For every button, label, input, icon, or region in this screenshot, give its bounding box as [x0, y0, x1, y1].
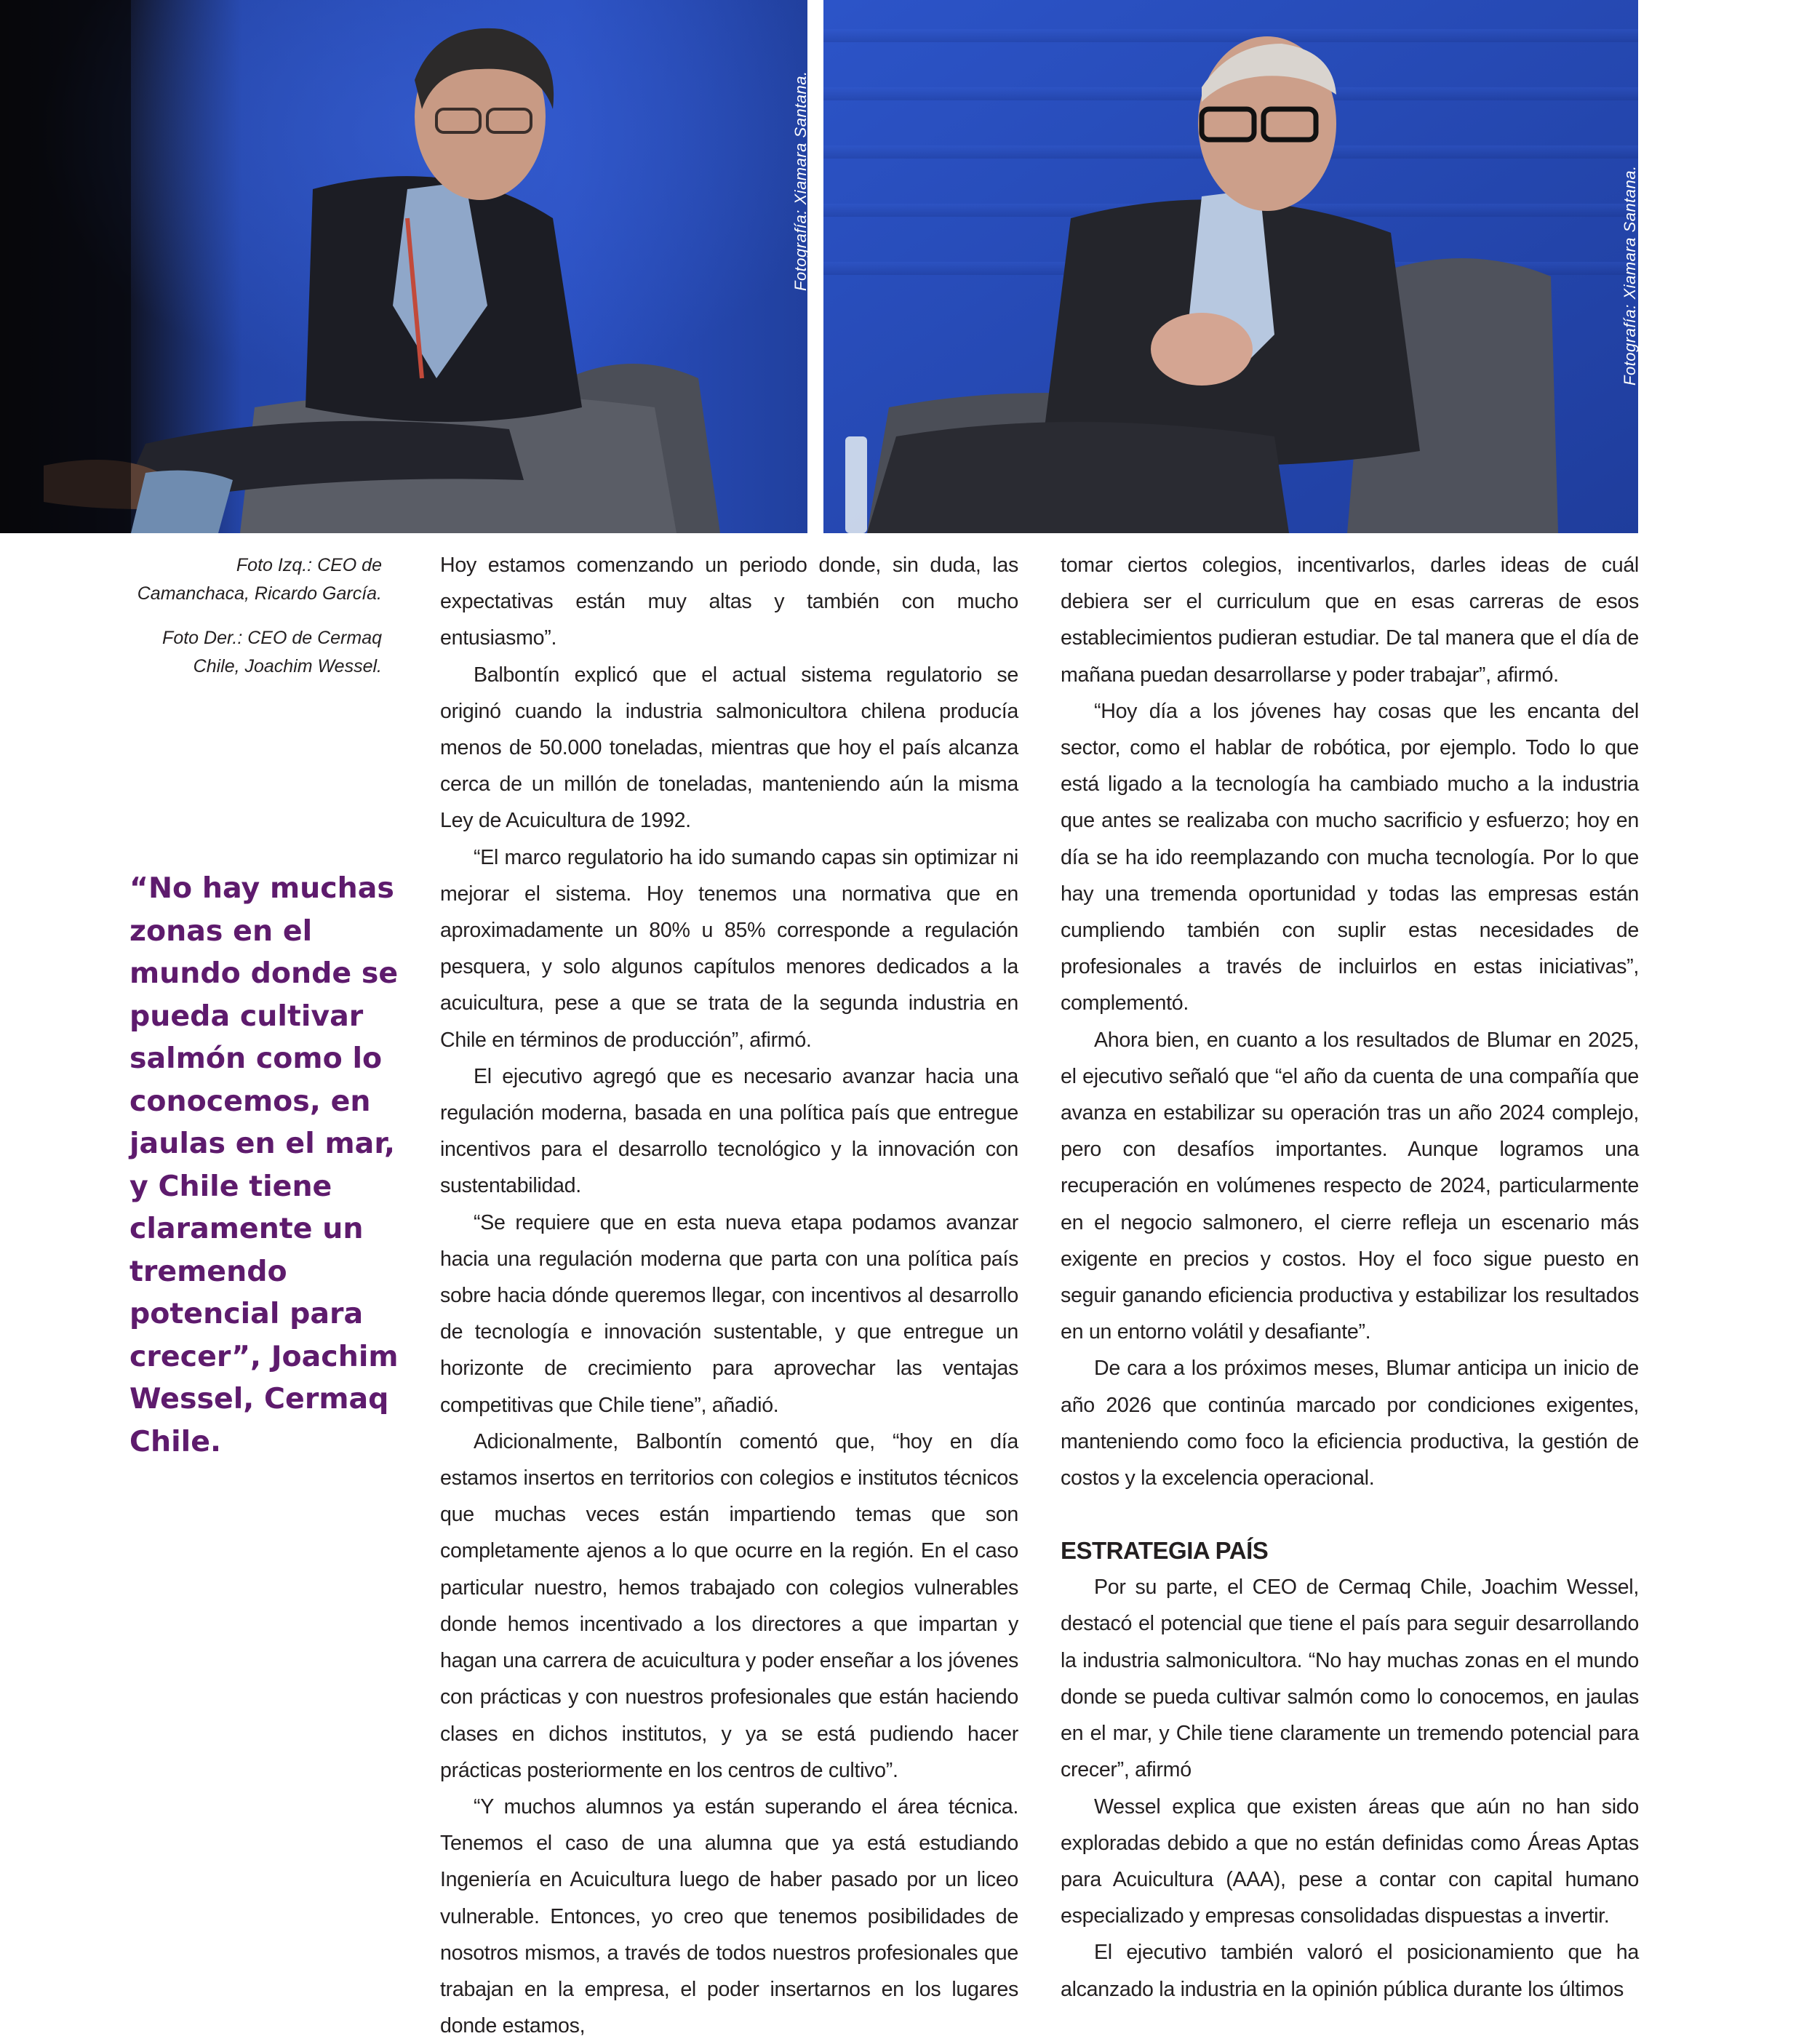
paragraph: Hoy estamos comenzando un periodo donde, sin duda, las expectativas están muy altas y también con mucho entusiasmo”. [440, 554, 1018, 650]
photo-left [0, 0, 810, 533]
paragraph: El ejecutivo también valoró el posicionamiento que ha alcanzado la industria en la opinión pública durante los últimos [1061, 1941, 1639, 2001]
paragraph: Wessel explica que existen áreas que aún no han sido exploradas debido a que no están definidas como Áreas Aptas para Acuicultura (AAA), pese a contar con capital humano especializado y empresas consolidadas dispuestas a invertir. [1061, 1795, 1639, 1928]
photo-left-image [0, 0, 807, 533]
paragraph: “Y muchos alumnos ya están superando el área técnica. Tenemos el caso de una alumna que ya está estudiando Ingeniería en Acuicultura luego de haber pasado por un liceo vulnerable. Entonces, yo creo que tenemos posibilidades de nosotros mismos, a través de todos nuestros profesionales que trabajan en la empresa, el poder insertarnos en los lugares donde estamos, [440, 1795, 1018, 2038]
caption-left: Foto Izq.: CEO de Camanchaca, Ricardo García. [137, 555, 382, 604]
caption-right: Foto Der.: CEO de Cermaq Chile, Joachim Wessel. [162, 628, 382, 676]
paragraph: Ahora bien, en cuanto a los resultados de Blumar en 2025, el ejecutivo señaló que “el año da cuenta de una compañía que avanza en estabilizar su operación tras un año 2024 complejo, pero con desafíos importantes. Aunque logramos una recuperación en volúmenes respecto de 2024, particularmente en el negocio salmonero, el cierre refleja un escenario más exigente en precios y costos. Hoy el foco sigue puesto en seguir ganando eficiencia productiva y estabilizar los resultados en un entorno volátil y desafiante”. [1061, 1028, 1639, 1344]
section-heading: ESTRATEGIA PAÍS [1061, 1537, 1269, 1565]
paragraph: “Hoy día a los jóvenes hay cosas que les encanta del sector, como el hablar de robótica, por ejemplo. Todo lo que está ligado a la tecnología ha cambiado mucho a la industria que antes se realizaba con mucho sacrificio y esfuerzo; hoy en día se ha ido reemplazando con mucha tecnología. Por lo que hay una tremenda oportunidad y todas las empresas están cumpliendo también con suplir estas necesidades de profesionales a través de incluirlos en estas iniciativas”, complementó. [1061, 699, 1639, 1015]
photo-right [823, 0, 1638, 533]
paragraph: tomar ciertos colegios, incentivarlos, darles ideas de cuál debiera ser el curriculum que en esas carreras de esos establecimientos pudieran estudiar. De tal manera que el día de mañana puedan desarrollarse y poder trabajar”, afirmó. [1061, 554, 1639, 687]
paragraph: Por su parte, el CEO de Cermaq Chile, Joachim Wessel, destacó el potencial que tiene el país para seguir desarrollando la industria salmonicultora. “No hay muchas zonas en el mundo donde se pueda cultivar salmón como lo conocemos, en jaulas en el mar, y Chile tiene claramente un tremendo potencial para crecer”, afirmó [1061, 1576, 1639, 1782]
photo-right-image [823, 0, 1638, 533]
paragraph: “El marco regulatorio ha ido sumando capas sin optimizar ni mejorar el sistema. Hoy tenemos una normativa que en aproximadamente un 80% u 85% corresponde a regulación pesquera, y solo algunos capítulos menores dedicados a la acuicultura, pese a que se trata de la segunda industria en Chile en términos de producción”, afirmó. [440, 845, 1018, 1052]
paragraph: Balbontín explicó que el actual sistema regulatorio se originó cuando la industria salmonicultora chilena producía menos de 50.000 toneladas, mientras que hoy el país alcanza cerca de un millón de toneladas, manteniendo aún la misma Ley de Acuicultura de 1992. [440, 663, 1018, 833]
paragraph: De cara a los próximos meses, Blumar anticipa un inicio de año 2026 que continúa marcado por condiciones exigentes, manteniendo como foco la eficiencia productiva, la gestión de costos y la excelencia operacional. [1061, 1357, 1639, 1490]
pull-quote: “No hay muchas zonas en el mundo donde se pueda cultivar salmón como lo conocemos, en jaulas en el mar, y Chile tiene claramente un tremendo potencial para crecer”, Joachim Wessel, Cermaq Chile. [129, 871, 399, 1458]
paragraph: “Se requiere que en esta nueva etapa podamos avanzar hacia una regulación moderna que parta con una política país sobre hacia dónde queremos llegar, con incentivos al desarrollo de tecnología e innovación sustentable, y que entregue un horizonte de crecimiento para aprovechar las ventajas competitivas que Chile tiene”, añadió. [440, 1210, 1018, 1417]
paragraph: Adicionalmente, Balbontín comentó que, “hoy en día estamos insertos en territorios con colegios e institutos técnicos que muchas veces están impartiendo temas que son completamente ajenos a lo que ocurre en la región. En el caso particular nuestro, hemos trabajado con colegios vulnerables donde hemos incentivado a los directores a que impartan y hagan una carrera de acuicultura y poder enseñar a los jóvenes con prácticas y con nuestros profesionales que están haciendo clases en dichos institutos, y ya se está pudiendo hacer prácticas posteriormente en los centros de cultivo”. [440, 1429, 1018, 1782]
article-column-right [1061, 547, 1639, 2008]
photo-left-credit: Fotografía: Xiamara Santana. [791, 71, 810, 291]
article-column-middle [440, 547, 1018, 2044]
paragraph: El ejecutivo agregó que es necesario avanzar hacia una regulación moderna, basada en una política país que entregue incentivos para el desarrollo tecnológico y la innovación con sustentabilidad. [440, 1064, 1018, 1198]
photo-right-credit: Fotografía: Xiamara Santana. [1621, 165, 1639, 386]
